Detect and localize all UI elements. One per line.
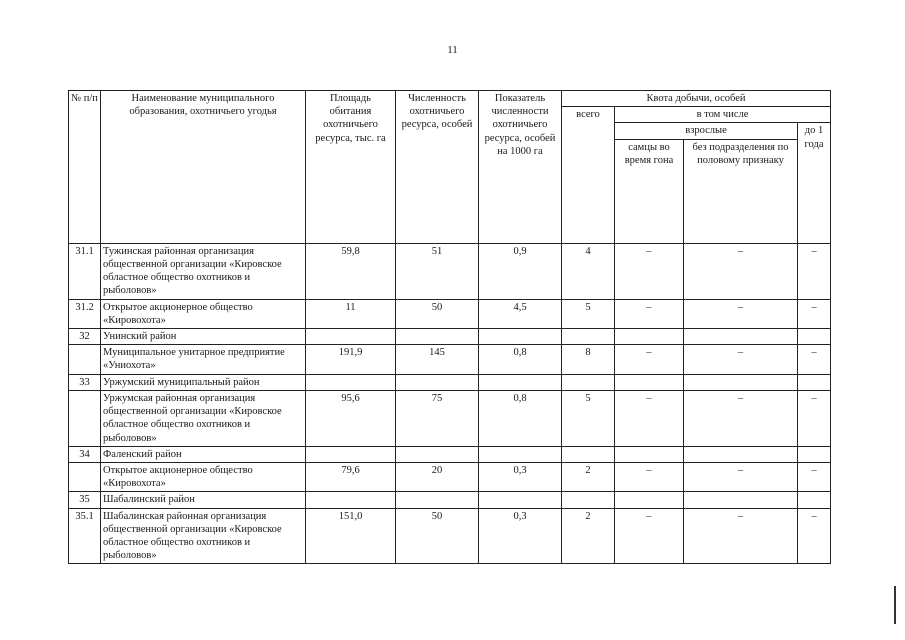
cell-males: – — [615, 390, 684, 446]
table-row — [69, 446, 831, 462]
cell-nosplit: – — [684, 345, 798, 374]
cell-area: 151,0 — [306, 508, 396, 564]
table-row — [69, 328, 831, 344]
cell-total — [562, 328, 615, 344]
cell-density: 0,3 — [479, 462, 562, 491]
cell-name: Шабалинская районная организация общественной организации «Кировское областное общество охотников и рыболовов» — [101, 508, 306, 564]
cell-area: 79,6 — [306, 462, 396, 491]
cell-area — [306, 374, 396, 390]
cell-total — [562, 446, 615, 462]
cell-nosplit: – — [684, 390, 798, 446]
cell-young: – — [798, 390, 831, 446]
cell-area — [306, 492, 396, 508]
cell-name: Шабалинский район — [101, 492, 306, 508]
margin-mark — [894, 586, 896, 624]
cell-density: 0,3 — [479, 508, 562, 564]
table-row — [69, 345, 831, 374]
table-row — [69, 299, 831, 328]
cell-num: 31.2 — [69, 299, 101, 328]
cell-density: 0,8 — [479, 390, 562, 446]
cell-name: Уржумский муниципальный район — [101, 374, 306, 390]
table-row — [69, 462, 831, 491]
cell-count: 50 — [396, 508, 479, 564]
header-males-rut: самцы во время гона — [615, 139, 684, 243]
cell-males: – — [615, 243, 684, 299]
cell-young — [798, 328, 831, 344]
cell-density: 4,5 — [479, 299, 562, 328]
cell-density: 0,8 — [479, 345, 562, 374]
cell-young — [798, 374, 831, 390]
header-total: всего — [562, 107, 615, 243]
header-no-sex-split: без подразделения по половому признаку — [684, 139, 798, 243]
cell-name: Уржумская районная организация общественной организации «Кировское областное общество охотников и рыболовов» — [101, 390, 306, 446]
cell-density — [479, 374, 562, 390]
cell-young — [798, 492, 831, 508]
table-header — [69, 91, 831, 244]
cell-name: Муниципальное унитарное предприятие «Униохота» — [101, 345, 306, 374]
cell-count: 20 — [396, 462, 479, 491]
cell-num — [69, 345, 101, 374]
cell-area: 59,8 — [306, 243, 396, 299]
cell-nosplit — [684, 492, 798, 508]
header-count: Численность охотничьего ресурса, особей — [396, 91, 479, 244]
cell-density — [479, 446, 562, 462]
cell-total — [562, 374, 615, 390]
cell-area: 191,9 — [306, 345, 396, 374]
cell-name: Открытое акционерное общество «Кировохота» — [101, 299, 306, 328]
cell-males — [615, 328, 684, 344]
cell-total: 8 — [562, 345, 615, 374]
quota-table — [68, 90, 831, 564]
header-area: Площадь обитания охотничьего ресурса, тыс. га — [306, 91, 396, 244]
cell-total — [562, 492, 615, 508]
cell-count: 75 — [396, 390, 479, 446]
cell-nosplit: – — [684, 462, 798, 491]
cell-count — [396, 374, 479, 390]
header-under-one: до 1 года — [798, 123, 831, 243]
cell-density — [479, 492, 562, 508]
cell-name: Фаленский район — [101, 446, 306, 462]
table-row — [69, 243, 831, 299]
cell-young: – — [798, 299, 831, 328]
cell-count: 51 — [396, 243, 479, 299]
cell-total: 2 — [562, 462, 615, 491]
table-row — [69, 508, 831, 564]
header-including: в том числе — [615, 107, 831, 123]
cell-nosplit: – — [684, 243, 798, 299]
header-density: Показатель численности охотничьего ресурса, особей на 1000 га — [479, 91, 562, 244]
cell-num: 34 — [69, 446, 101, 462]
cell-count — [396, 492, 479, 508]
cell-area — [306, 446, 396, 462]
cell-area: 11 — [306, 299, 396, 328]
cell-males — [615, 492, 684, 508]
table-row — [69, 492, 831, 508]
cell-nosplit — [684, 446, 798, 462]
cell-count — [396, 328, 479, 344]
cell-young: – — [798, 243, 831, 299]
cell-count: 50 — [396, 299, 479, 328]
cell-nosplit — [684, 328, 798, 344]
cell-total: 5 — [562, 390, 615, 446]
header-adults: взрослые — [615, 123, 798, 139]
cell-males: – — [615, 299, 684, 328]
cell-name: Унинский район — [101, 328, 306, 344]
cell-name: Тужинская районная организация общественной организации «Кировское областное общество охотников и рыболовов» — [101, 243, 306, 299]
table-row — [69, 374, 831, 390]
cell-num: 31.1 — [69, 243, 101, 299]
cell-males: – — [615, 345, 684, 374]
cell-males — [615, 446, 684, 462]
header-quota: Квота добычи, особей — [562, 91, 831, 107]
cell-density — [479, 328, 562, 344]
cell-males — [615, 374, 684, 390]
cell-nosplit — [684, 374, 798, 390]
cell-young — [798, 446, 831, 462]
cell-name: Открытое акционерное общество «Кировохота» — [101, 462, 306, 491]
cell-num: 35.1 — [69, 508, 101, 564]
cell-num: 32 — [69, 328, 101, 344]
cell-total: 5 — [562, 299, 615, 328]
cell-young: – — [798, 462, 831, 491]
cell-density: 0,9 — [479, 243, 562, 299]
cell-young: – — [798, 508, 831, 564]
page-number: 11 — [447, 44, 458, 56]
cell-count: 145 — [396, 345, 479, 374]
cell-males: – — [615, 462, 684, 491]
cell-num — [69, 390, 101, 446]
table-row — [69, 390, 831, 446]
header-name: Наименование муниципального образования, охотничьего угодья — [101, 91, 306, 244]
cell-nosplit: – — [684, 299, 798, 328]
cell-young: – — [798, 345, 831, 374]
cell-nosplit: – — [684, 508, 798, 564]
cell-num: 33 — [69, 374, 101, 390]
cell-count — [396, 446, 479, 462]
cell-total: 2 — [562, 508, 615, 564]
cell-num — [69, 462, 101, 491]
cell-area — [306, 328, 396, 344]
cell-num: 35 — [69, 492, 101, 508]
cell-total: 4 — [562, 243, 615, 299]
header-num: № п/п — [69, 91, 101, 244]
cell-area: 95,6 — [306, 390, 396, 446]
cell-males: – — [615, 508, 684, 564]
